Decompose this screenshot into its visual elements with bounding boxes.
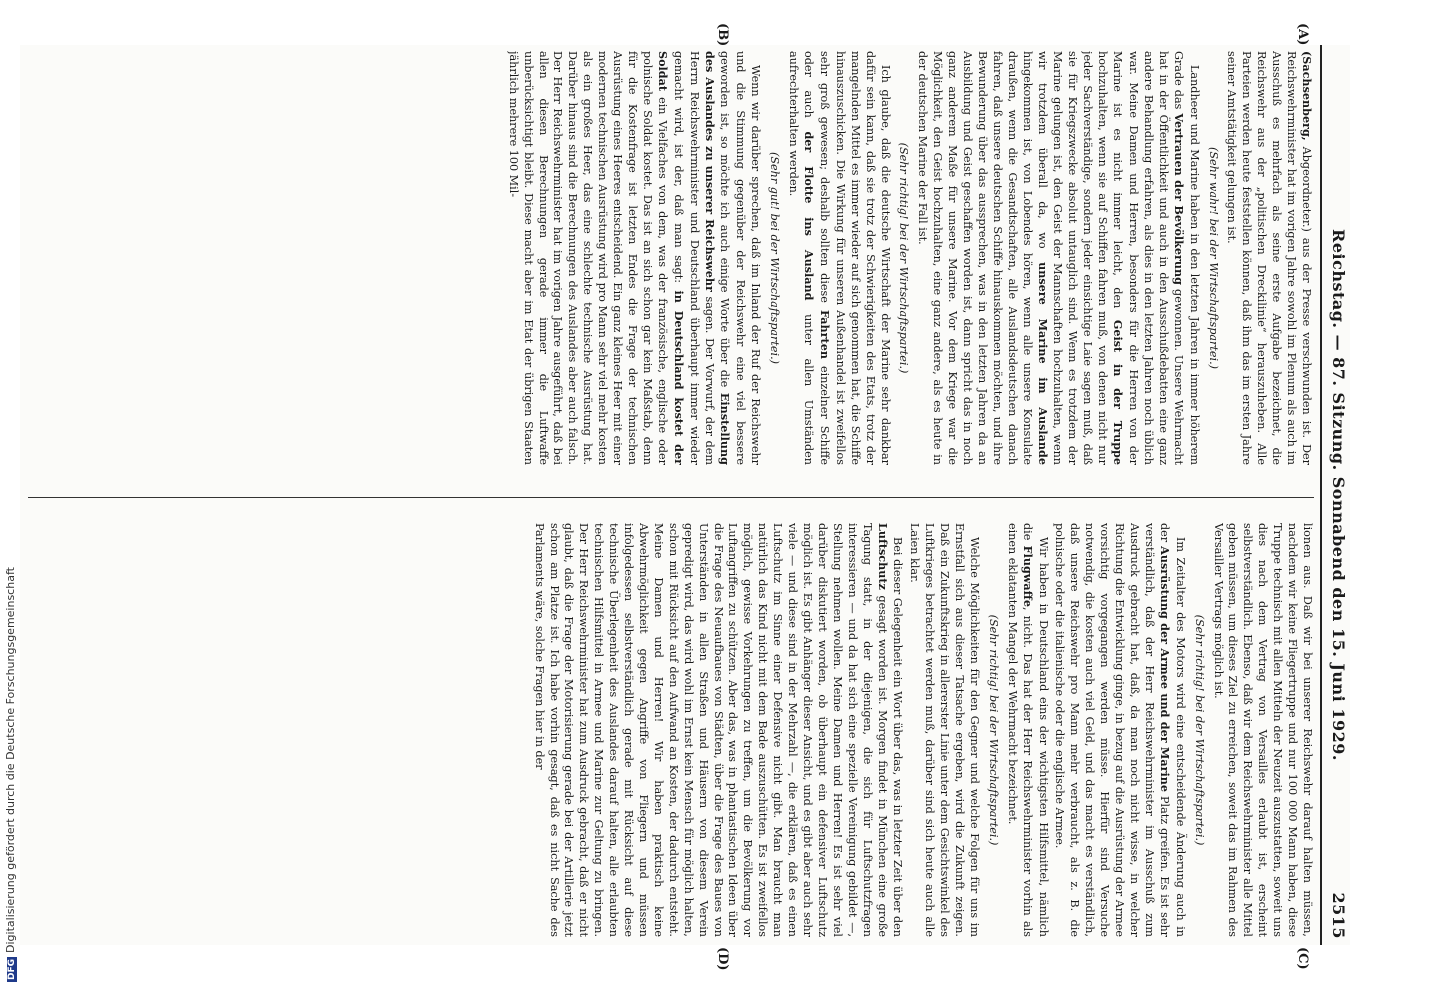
paragraph: Welche Möglichkeiten für den Gegner und welche Folgen für uns im Ernstfall sich aus dieser Tatsache ergeben, wird die Zukunft zeigen. Daß ein Zukunftskrieg in allererster Linie unter dem Gesichtswinkel des Luftkrieges betrachtet werden muß, darüber sind sich heute auch alle Laien klar. xyxy=(908,523,981,937)
interjection: (Sehr richtig! bei der Wirtschaftspartei.) xyxy=(1192,614,1206,846)
margin-marker-d: (D) xyxy=(715,947,730,971)
margin-marker-a: (A) xyxy=(1295,23,1310,46)
paragraph: Wir haben in Deutschland eins der wichtigsten Hilfsmittel, nämlich die Flugwaffe, nicht. Das hat der Herr Reichswehrminister vorhin als einen eklatanten Mangel der Wehrmacht bezeichnet. xyxy=(1005,523,1050,937)
paragraph: lionen aus. Daß wir bei unserer Reichswehr darauf halten müssen, nachdem wir keine Fliegertruppe und nur 100 000 Mann haben, diese Truppe technisch mit allen Mitteln der Neuzeit auszustatten, soweit uns dies nach dem Vertrag von Versailles erlaubt ist, erscheint selbstverständlich. Ebenso, daß wir dem Reichswehrminister alle Mittel geben müssen, um dieses Ziel zu erreichen, soweit das im Rahmen des Versailler Vertrags möglich ist. xyxy=(1211,523,1314,937)
speaker-name: (Sachsenberg, xyxy=(1300,51,1314,141)
left-column xyxy=(28,51,1314,465)
column-divider xyxy=(28,497,1314,498)
header-title: Reichstag. — 87. Sitzung. Sonnabend den 15. Juni 1929. xyxy=(1329,229,1348,761)
dfg-logo-icon: DFG xyxy=(7,958,17,980)
paragraph: (Sachsenberg, Abgeordneter.) aus der Presse verschwunden ist. Der Reichswehrminister hat im vorigen Jahre sowohl im Plenum als auch im Ausschuß es mehrfach als seine erste Aufgabe bezeichnet, die Reichswehr aus der „politischen Dreckilinie“ herauszuheben. Alle Parteien werden heute feststellen können, daß ihm das im ersten Jahre seiner Amtstätigkeit gelungen ist. xyxy=(1225,51,1314,465)
page-header xyxy=(1324,45,1350,945)
page-number: 2515 xyxy=(1329,892,1348,939)
paragraph: Im Zeitalter des Motors wird eine entscheidende Änderung auch in der Ausrüstung der Armee und der Marine Platz greifen. Es ist sehr verständlich, daß der Herr Reichswehrminister im Ausschuß zum Ausdruck gebracht hat, daß, da man noch nicht wisse, in welcher Richtung die Entwicklung ginge, in bezug auf die Ausrüstung der Armee vorsichtig vorgegangen werden müsse. Hierfür sind Versuche notwendig, die kosten auch viel Geld, und das macht es verständlich, daß unsere Reichswehr pro Mann mehr verbraucht, als z. B. die polnische oder die italienische oder die englische Armee. xyxy=(1053,523,1187,937)
margin-marker-c: (C) xyxy=(1295,947,1310,970)
interjection: (Sehr wahr! bei der Wirtschaftspartei.) xyxy=(1206,147,1220,369)
credit-text: Digitalisierung gefördert durch die Deutsche Forschungsgemeinschaft xyxy=(4,567,17,953)
paragraph: Landheer und Marine haben in den letzten Jahren in immer höherem Grade das Vertrauen der Bevölkerung gewonnen. Unsere Wehrmacht hat in der Öffentlichkeit und auch in den Ausschußdebatten eine ganz andere Behandlung erfahren, als dies in den letzten Jahren noch üblich war. Meine Damen und Herren, besonders für die Herren von der Marine ist es nicht immer leicht, den Geist in der Truppe hochzuhalten, wenn sie auf Schiffen fahren muß, von denen nicht nur jeder Sachverständige, sondern jeder einsichtige Laie sagen muß, daß sie für Kriegszwecke absolut untauglich sind. Wenn es trotzdem der Marine gelungen ist, den Geist der Mannschaften hochzuhalten, wenn wir trotzdem überall da, wo unsere Marine im Auslande hingekommen ist, von Lobendes hören, wenn alle unsere Konsulate draußen, wenn die Gesandtschaften, alle Auslandsdeutschen danach fahren, daß unsere deutschen Schiffe hinauskommen möchten, und ihre Bewunderung über das aussprechen, was in den letzten Jahren da an Ausbildung und Geist geschaffen worden ist, dann spricht das in noch ganz anderem Maße für unsere Marine. Vor dem Kriege war die Möglichkeit, den Geist hochzuhalten, eine ganz andere, als es heute in der deutschen Marine der Fall ist. xyxy=(916,51,1201,465)
interjection: (Sehr richtig! bei der Wirtschaftspartei.) xyxy=(897,142,911,374)
paragraph: Bei dieser Gelegenheit ein Wort über das, was in letzter Zeit über den Luftschutz gesagt worden ist. Morgen findet in München eine große Tagung statt, in der diejenigen, die sich für Luftschutzfragen interessieren — und da hat sich eine spezielle Vereinigung gebildet —, Stellung nehmen wollen. Meine Damen und Herren! Es ist sehr viel darüber diskutiert worden, ob überhaupt ein defensiver Luftschutz möglich ist. Es gibt Anhänger dieser Ansicht, und es gibt aber auch sehr viele — und diese sind in der Mehrzahl —, die erklären, daß es einen Luftschutz im Sinne einer Defensive nicht gibt. Man braucht man natürlich das Kind nicht mit dem Bade auszuschütten. Es ist zweifellos möglich, gewisse Vorkehrungen zu treffen, um die Bevölkerung vor Luftangriffen zu schützen. Aber das, was in phantastischen Ideen über die Frage des Neuaufbaues von Städten, über die Frage des Baues von Unterständen in allen Straßen und Häusern von diesem Verein gepredigt wird, das wird wohl im Ernst kein Mensch für möglich halten, schon mit Rücksicht auf den Aufwand an Kosten, der dadurch entsteht. Meine Damen und Herren! Wir haben praktisch keine Abwehrmöglichkeit gegen Angriffe von Fliegern und müssen infolgedessen selbstverständlich gerade mit Rücksicht auf diese technische Überlegenheit des Auslandes darauf halten, alle erlaubten technischen Hilfsmittel in Armee und Marine zur Geltung zu bringen. Der Herr Reichswehrminister hat zum Ausdruck gebracht, daß er nicht glaubt, daß die Frage der Motorisierung gerade bei der Artillerie jetzt schon am Platze ist. Ich habe vorhin gesagt, daß es nicht Sache des Parlaments wäre, solche Fragen hier in der xyxy=(532,523,905,937)
interjection: (Sehr richtig! bei der Wirtschaftspartei.) xyxy=(986,614,1000,846)
newspaper-page xyxy=(20,23,1350,971)
header-rule xyxy=(1320,45,1322,945)
paragraph: Wenn wir darüber sprechen, daß im Inland der Ruf der Reichswehr und die Stimmung gegenüber der Reichswehr eine viel bessere geworden ist, so möchte ich auch einige Worte über die Einstellung des Auslandes zu unserer Reichswehr sagen. Der Vorwurf, der dem Herrn Reichswehrminister und Deutschland überhaupt immer wieder gemacht wird, ist der, daß man sagt: in Deutschland kostet der Soldat ein Vielfaches von dem, was der französische, englische oder polnische Soldat kostet. Das ist an sich schon gar kein Maßstab, denn für die Kostenfrage ist letzten Endes die Frage der technischen Ausrüstung eines Heeres entscheidend. Ein ganz kleines Heer mit einer modernen technischen Ausrüstung wird pro Mann sehr viel mehr kosten als ein großes Heer, das eine schlechte technische Ausrüstung hat. Darüber hinaus sind die Berechnungen des Auslandes aber auch falsch. Der Herr Reichswehrminister hat im vorigen Jahre ausgeführt, daß bei allen diesen Berechnungen gerade immer die Luftwaffe unberücksichtigt bleibt. Diese macht aber im Etat der übrigen Staaten jährlich mehrere 100 Mil- xyxy=(506,51,763,465)
paragraph: Ich glaube, daß die deutsche Wirtschaft der Marine sehr dankbar dafür sein kann, daß sie trotz der Schwierigkeiten des Etats, trotz der mangelnden Mittel es immer wieder auf sich genommen hat, die Schiffe hinauszuschicken. Die Wirkung für unseren Außenhandel ist zweifellos sehr groß gewesen; deshalb sollten diese Fahrten einzelner Schiffe oder auch der Flotte ins Ausland unter allen Umständen aufrechterhalten werden. xyxy=(787,51,892,465)
margin-marker-b: (B) xyxy=(715,23,730,47)
right-column xyxy=(28,523,1314,937)
interjection: (Sehr gut! bei der Wirtschaftspartei.) xyxy=(768,151,782,365)
digitization-credit xyxy=(4,22,20,982)
